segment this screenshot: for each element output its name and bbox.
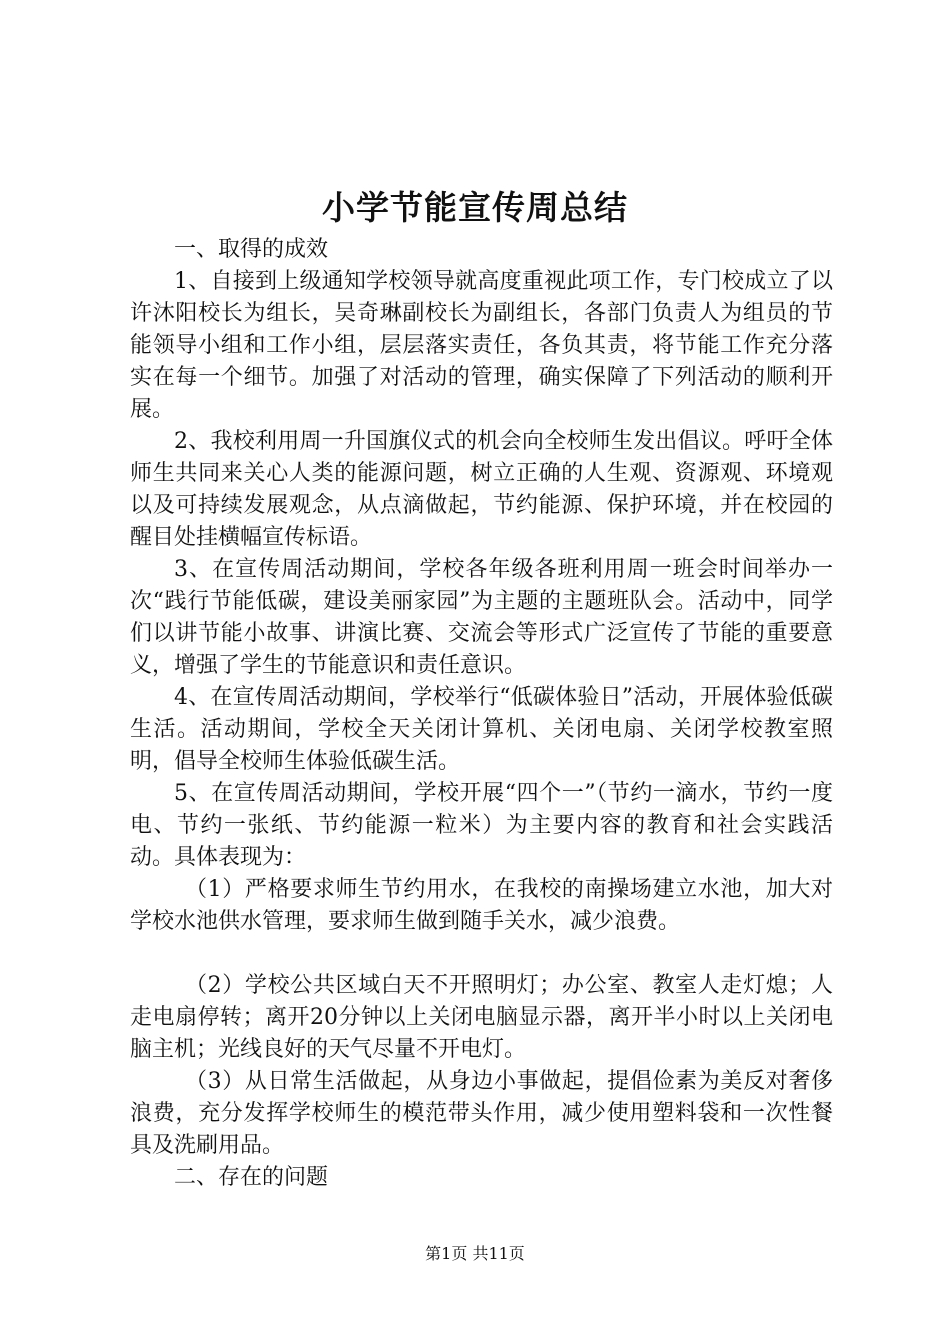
section-heading-achievements: 一、取得的成效 [174, 237, 329, 262]
paragraph-item-3: 3、在宣传周活动期间，学校各年级各班利用周一班会时间举办一次“践行节能低碳，建设美丽家园”为主题的主题班队会。活动中，同学们以讲节能小故事、讲演比赛、交流会等形式广泛宣传了节能的重要意义，增强了学生的节能意识和责任意识。 [130, 557, 833, 678]
document-body [130, 234, 833, 1194]
paragraph-item-2: 2、我校利用周一升国旗仪式的机会向全校师生发出倡议。呼吁全体师生共同来关心人类的能源问题，树立正确的人生观、资源观、环境观以及可持续发展观念，从点滴做起，节约能源、保护环境，并在校园的醒目处挂横幅宣传标语。 [130, 429, 833, 550]
sub-item-3: （3）从日常生活做起，从身边小事做起，提倡俭素为美反对奢侈浪费，充分发挥学校师生的模范带头作用，减少使用塑料袋和一次性餐具及洗刷用品。 [130, 1069, 833, 1158]
paragraph-item-1: 1、自接到上级通知学校领导就高度重视此项工作，专门校成立了以许沐阳校长为组长，吴奇琳副校长为副组长，各部门负责人为组员的节能领导小组和工作小组，层层落实责任，各负其责，将节能工作充分落实在每一个细节。加强了对活动的管理，确实保障了下列活动的顺利开展。 [130, 269, 833, 422]
paragraph-item-5: 5、在宣传周活动期间，学校开展“四个一”（节约一滴水，节约一度电、节约一张纸、节约能源一粒米）为主要内容的教育和社会实践活动。具体表现为： [130, 781, 833, 870]
document-title: 小学节能宣传周总结 [322, 188, 628, 227]
page-number-footer: 第1页 共11页 [425, 1244, 525, 1263]
sub-item-2: （2）学校公共区域白天不开照明灯；办公室、教室人走灯熄；人走电扇停转；离开20分钟以上关闭电脑显示器，离开半小时以上关闭电脑主机；光线良好的天气尽量不开电灯。 [130, 973, 833, 1062]
section-heading-problems: 二、存在的问题 [174, 1165, 329, 1190]
paragraph-item-4: 4、在宣传周活动期间，学校举行“低碳体验日”活动，开展体验低碳生活。活动期间，学校全天关闭计算机、关闭电扇、关闭学校教室照明，倡导全校师生体验低碳生活。 [130, 685, 833, 774]
sub-item-1: （1）严格要求师生节约用水，在我校的南操场建立水池，加大对学校水池供水管理，要求师生做到随手关水，减少浪费。 [130, 877, 833, 934]
